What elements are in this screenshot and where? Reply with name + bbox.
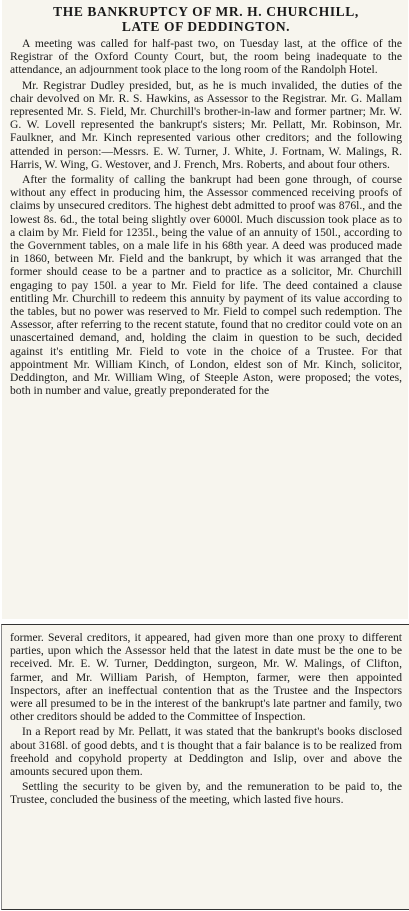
paragraph-attendees: Mr. Registrar Dudley presided, but, as he is much invalided, the duties of the chair devolved on Mr. R. S. Hawkins, as Assessor to the Registrar. Mr. G. Mallam represented Mr. S. Field, Mr. Churchill's brother-in-law and former partner; Mr. W. G. W. Lovell represented the bankrupt's sisters; Mr. Pellatt, Mr. Robinson, Mr. Faulkner, and Mr. Kinch represented various other creditors; and the following attended in person:—Messrs. E. W. Turner, J. White, J. Fortnam, W. Malings, R. Harris, W. Wing, G. Westover, and J. French, Mrs. Roberts, and about four others. [10, 78, 402, 171]
article-headline [10, 4, 402, 34]
paragraph-meeting-called: A meeting was called for half-past two, on Tuesday last, at the office of the Registrar of the Oxford County Court, but, the room being inadequate to the attendance, an adjournment took place to the long room of the Randolph Hotel. [10, 37, 402, 77]
paragraph-continuation-inspectors: former. Several creditors, it appeared, had given more than one proxy to different parties, upon which the Assessor held that the latest in date must be the one to be received. Mr. E. W. Turner, Deddington, surgeon, Mr. W. Malings, of Clifton, farmer, and Mr. William Parish, of Hempton, farmer, were then appointed Inspectors, after an ineffectual contention that as the Trustee and the Inspectors were all presumed to be in the interest of the bankrupt's late partner and family, two other creditors should be added to the Committee of Inspection. [10, 631, 402, 724]
paragraph-conclusion: Settling the security to be given by, and the remuneration to be paid to, the Trustee, concluded the business of the meeting, which lasted five hours. [10, 780, 402, 807]
article-clipping-top [2, 0, 408, 619]
article-clipping-bottom [1, 624, 409, 910]
paragraph-report: In a Report read by Mr. Pellatt, it was stated that the bankrupt's books disclosed about 3168l. of good debts, and t is thought that a fair balance is to be realized from freehold and copyhold property at Deddington and Islip, over and above the amounts secured upon them. [10, 725, 402, 779]
headline-line-1: THE BANKRUPTCY OF MR. H. CHURCHILL, [53, 4, 359, 19]
headline-line-2: LATE OF DEDDINGTON. [121, 19, 291, 34]
paragraph-proofs-of-claims: After the formality of calling the bankrupt had been gone through, of course without any effect in producing him, the Assessor commenced receiving proofs of claims by unsecured creditors. The highest debt admitted to proof was 876l., and the lowest 8s. 6d., the total being slightly over 6000l. Much discussion took place as to a claim by Mr. Field for 1235l., being the value of an annuity of 150l., according to the Government tables, on a male life in his 68th year. A deed was produced made in 1860, between Mr. Field and the bankrupt, by which it was arranged that the former should cease to be a partner and to practice as a solicitor, Mr. Churchill engaging to pay 150l. a year to Mr. Field for life. The deed contained a clause entitling Mr. Churchill to redeem this annuity by payment of its value according to the tables, but no power was reserved to Mr. Field to compel such redemption. The Assessor, after referring to the recent statute, found that no creditor could vote on an unascertained demand, and, holding the claim in question to be such, decided against it's entitling Mr. Field to vote in the choice of a Trustee. For that appointment Mr. William Kinch, of London, eldest son of Mr. Kinch, solicitor, Deddington, and Mr. William Wing, of Steeple Aston, were proposed; the votes, both in number and value, greatly preponderated for the [10, 173, 402, 398]
